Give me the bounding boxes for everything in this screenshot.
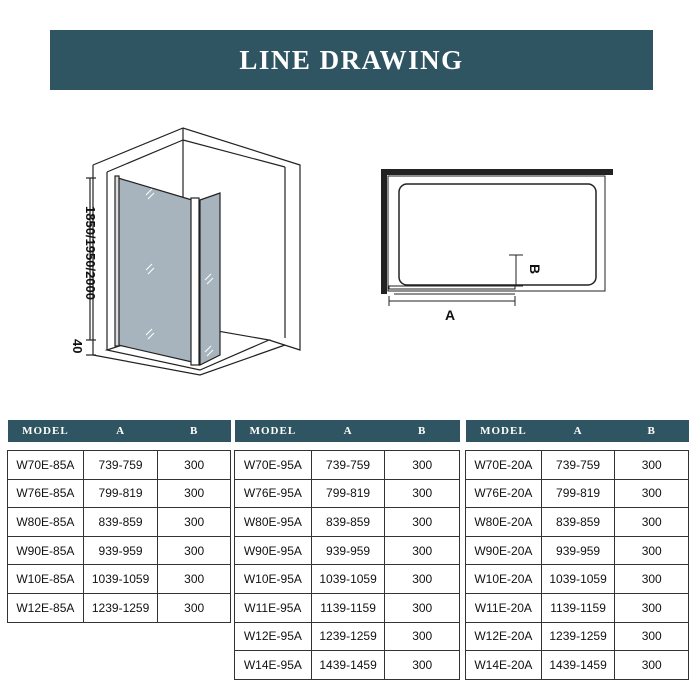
model-cell: W76E-85A (8, 479, 84, 508)
model-cell: W12E-95A (235, 622, 312, 651)
a-cell: 939-959 (541, 536, 615, 565)
table-row (8, 565, 231, 594)
return-glass-panel (200, 193, 220, 365)
header-model: MODEL (235, 420, 312, 442)
a-cell: 1439-1459 (311, 651, 385, 680)
a-cell: 1239-1259 (311, 622, 385, 651)
b-cell: 300 (158, 593, 231, 622)
corner-post (191, 198, 199, 365)
table-row (235, 651, 460, 680)
model-cell: W11E-95A (235, 593, 312, 622)
b-cell: 300 (615, 565, 689, 594)
model-cell: W10E-20A (466, 565, 542, 594)
model-cell: W14E-20A (466, 651, 542, 680)
a-cell: 839-859 (541, 508, 615, 537)
dim-a-label: A (444, 307, 456, 323)
header-a: A (311, 420, 385, 442)
table-row (235, 565, 460, 594)
b-cell: 300 (385, 565, 460, 594)
model-cell: W80E-20A (466, 508, 542, 537)
table-row (466, 622, 689, 651)
b-cell: 300 (158, 508, 231, 537)
model-cell: W10E-95A (235, 565, 312, 594)
tray-basin (399, 184, 596, 285)
table-row (8, 536, 231, 565)
model-table-95 (234, 420, 460, 680)
table-row (8, 479, 231, 508)
model-cell: W76E-20A (466, 479, 542, 508)
a-cell: 1439-1459 (541, 651, 615, 680)
table-row (466, 451, 689, 480)
model-cell: W12E-85A (8, 593, 84, 622)
b-cell: 300 (158, 565, 231, 594)
model-cell: W90E-20A (466, 536, 542, 565)
b-cell: 300 (158, 479, 231, 508)
dim-b-label: B (527, 264, 543, 275)
a-cell: 1239-1259 (83, 593, 158, 622)
table-row (235, 622, 460, 651)
model-cell: W90E-85A (8, 536, 84, 565)
b-cell: 300 (385, 593, 460, 622)
table-row (235, 479, 460, 508)
a-cell: 739-759 (83, 451, 158, 480)
b-cell: 300 (385, 508, 460, 537)
a-cell: 799-819 (83, 479, 158, 508)
table-row (466, 651, 689, 680)
header-a: A (83, 420, 158, 442)
model-cell: W10E-85A (8, 565, 84, 594)
a-cell: 939-959 (83, 536, 158, 565)
tray-outline (388, 176, 605, 291)
main-glass-panel (118, 178, 192, 362)
b-cell: 300 (158, 451, 231, 480)
table-header-row (466, 420, 689, 442)
table-row (466, 593, 689, 622)
b-cell: 300 (615, 536, 689, 565)
a-cell: 839-859 (83, 508, 158, 537)
base-height-label: 40 (70, 339, 85, 354)
model-cell: W80E-85A (8, 508, 84, 537)
b-cell: 300 (615, 451, 689, 480)
model-cell: W76E-95A (235, 479, 312, 508)
a-cell: 1139-1159 (311, 593, 385, 622)
a-cell: 799-819 (311, 479, 385, 508)
header-b: B (615, 420, 689, 442)
b-cell: 300 (385, 651, 460, 680)
b-cell: 300 (158, 536, 231, 565)
a-cell: 799-819 (541, 479, 615, 508)
side-wall (381, 169, 387, 294)
header-b: B (158, 420, 231, 442)
model-table-85 (7, 420, 231, 623)
b-cell: 300 (615, 479, 689, 508)
model-cell: W11E-20A (466, 593, 542, 622)
a-cell: 1039-1059 (83, 565, 158, 594)
table-row (235, 593, 460, 622)
b-cell: 300 (615, 508, 689, 537)
wall-top-inner (107, 140, 183, 172)
b-cell: 300 (385, 479, 460, 508)
b-cell: 300 (385, 622, 460, 651)
model-cell: W70E-20A (466, 451, 542, 480)
table-header-row (235, 420, 460, 442)
a-cell: 1039-1059 (311, 565, 385, 594)
a-cell: 739-759 (311, 451, 385, 480)
banner-title: LINE DRAWING (239, 44, 464, 75)
a-cell: 939-959 (311, 536, 385, 565)
header-b: B (385, 420, 460, 442)
back-wall (381, 169, 613, 175)
table-row (235, 536, 460, 565)
model-cell: W12E-20A (466, 622, 542, 651)
model-cell: W70E-95A (235, 451, 312, 480)
b-cell: 300 (615, 593, 689, 622)
table-row (235, 451, 460, 480)
table-row (466, 508, 689, 537)
table-row (466, 536, 689, 565)
model-cell: W80E-95A (235, 508, 312, 537)
glass-panel-plan (389, 286, 515, 289)
header-model: MODEL (8, 420, 84, 442)
header-model: MODEL (466, 420, 542, 442)
b-cell: 300 (615, 651, 689, 680)
plan-view (381, 169, 613, 306)
b-cell: 300 (385, 536, 460, 565)
a-cell: 739-759 (541, 451, 615, 480)
table-row (466, 565, 689, 594)
a-cell: 1139-1159 (541, 593, 615, 622)
height-label: 1850/1950/2000 (83, 206, 98, 300)
b-cell: 300 (385, 451, 460, 480)
wall-profile (115, 176, 119, 346)
a-cell: 839-859 (311, 508, 385, 537)
table-row (235, 508, 460, 537)
table-header-row (8, 420, 231, 442)
isometric-view (86, 128, 300, 375)
b-cell: 300 (615, 622, 689, 651)
model-table-20 (465, 420, 689, 680)
a-cell: 1239-1259 (541, 622, 615, 651)
table-row (8, 508, 231, 537)
model-cell: W90E-95A (235, 536, 312, 565)
a-cell: 1039-1059 (541, 565, 615, 594)
table-row (466, 479, 689, 508)
model-cell: W70E-85A (8, 451, 84, 480)
table-row (8, 451, 231, 480)
model-cell: W14E-95A (235, 651, 312, 680)
header-a: A (541, 420, 615, 442)
table-row (8, 593, 231, 622)
